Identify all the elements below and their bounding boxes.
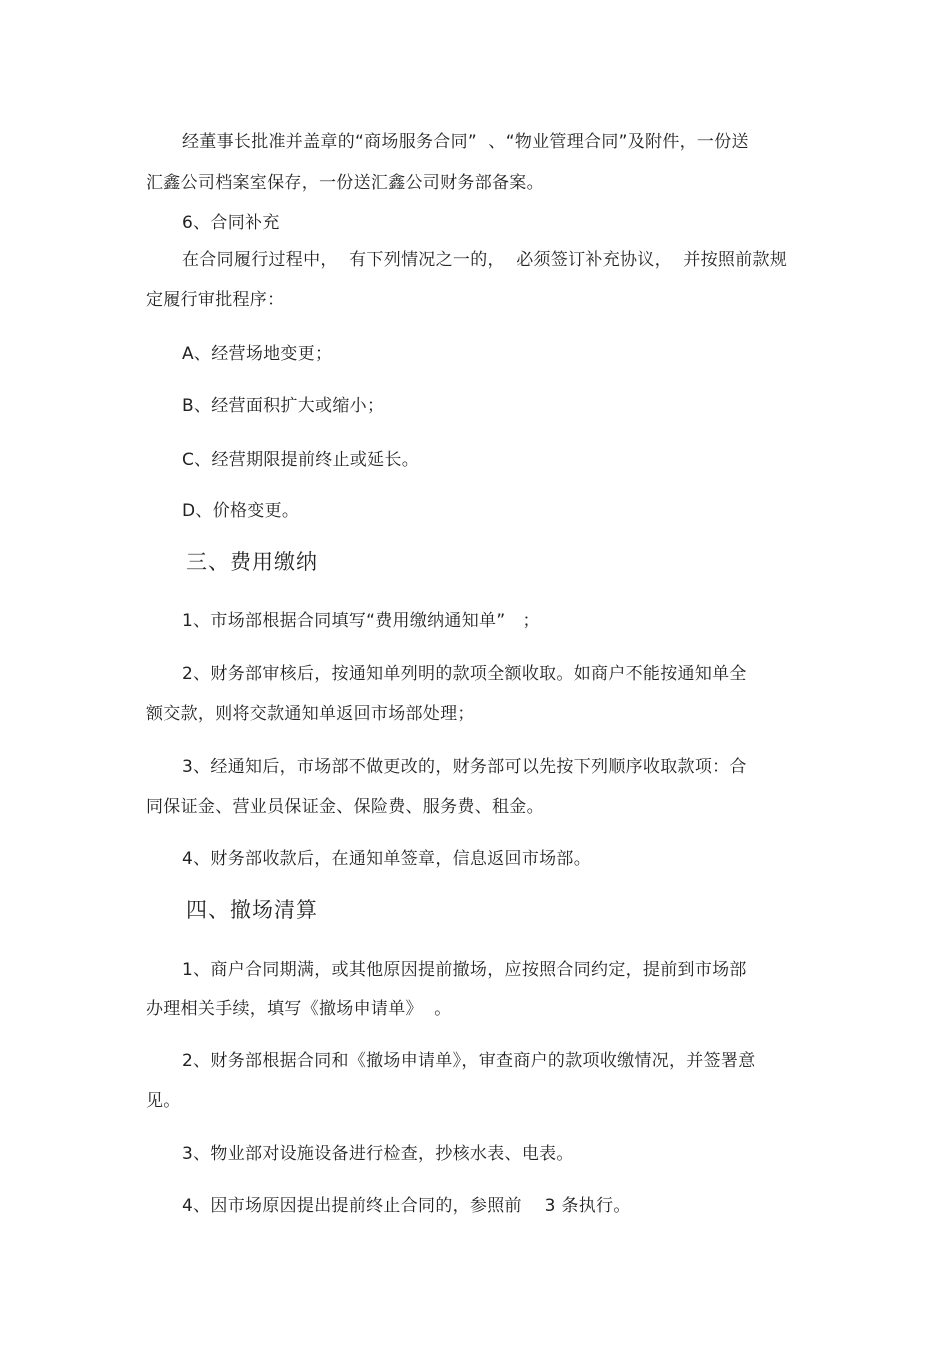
supplement-intro-line-2: 定履行审批程序： <box>146 290 285 310</box>
supplement-item-d: D、价格变更。 <box>182 501 300 521</box>
supplement-item-a: A、经营场地变更； <box>182 344 333 364</box>
section4-item-1-line-1: 1、商户合同期满，或其他原因提前撤场，应按照合同约定，提前到市场部 <box>182 960 747 980</box>
section3-item-3-line-1: 3、经通知后，市场部不做更改的，财务部可以先按下列顺序收取款项：合 <box>182 757 747 777</box>
section4-item-2-line-1: 2、财务部根据合同和《撤场申请单》，审查商户的款项收缴情况，并签署意 <box>182 1051 756 1071</box>
supplement-item-c: C、经营期限提前终止或延长。 <box>182 450 420 470</box>
section3-item-4: 4、财务部收款后，在通知单签章，信息返回市场部。 <box>182 849 592 869</box>
section4-item-1-line-2: 办理相关手续，填写《撤场申请单》 。 <box>146 999 452 1019</box>
section3-item-2-line-1: 2、财务部审核后，按通知单列明的款项全额收取。如商户不能按通知单全 <box>182 664 747 684</box>
section4-item-3: 3、物业部对设施设备进行检查，抄核水表、电表。 <box>182 1144 574 1164</box>
section4-item-4: 4、因市场原因提出提前终止合同的，参照前 3 条执行。 <box>182 1196 631 1216</box>
section3-heading: 三、费用缴纳 <box>186 550 318 574</box>
section3-item-2-line-2: 额交款，则将交款通知单返回市场部处理； <box>146 704 475 724</box>
supplement-title: 6、合同补充 <box>182 213 280 233</box>
approval-paragraph-line-1: 经董事长批准并盖章的“商场服务合同” 、“物业管理合同”及附件，一份送 <box>182 132 749 152</box>
section4-heading: 四、撤场清算 <box>186 898 318 922</box>
section3-item-3-line-2: 同保证金、营业员保证金、保险费、服务费、租金。 <box>146 797 544 817</box>
section3-item-1: 1、市场部根据合同填写“费用缴纳通知单” ； <box>182 611 540 631</box>
supplement-intro-line-1: 在合同履行过程中， 有下列情况之一的， 必须签订补充协议， 并按照前款规 <box>182 250 788 270</box>
section4-item-2-line-2: 见。 <box>146 1091 181 1111</box>
approval-paragraph-line-2: 汇鑫公司档案室保存，一份送汇鑫公司财务部备案。 <box>146 173 544 193</box>
supplement-item-b: B、经营面积扩大或缩小； <box>182 396 385 416</box>
